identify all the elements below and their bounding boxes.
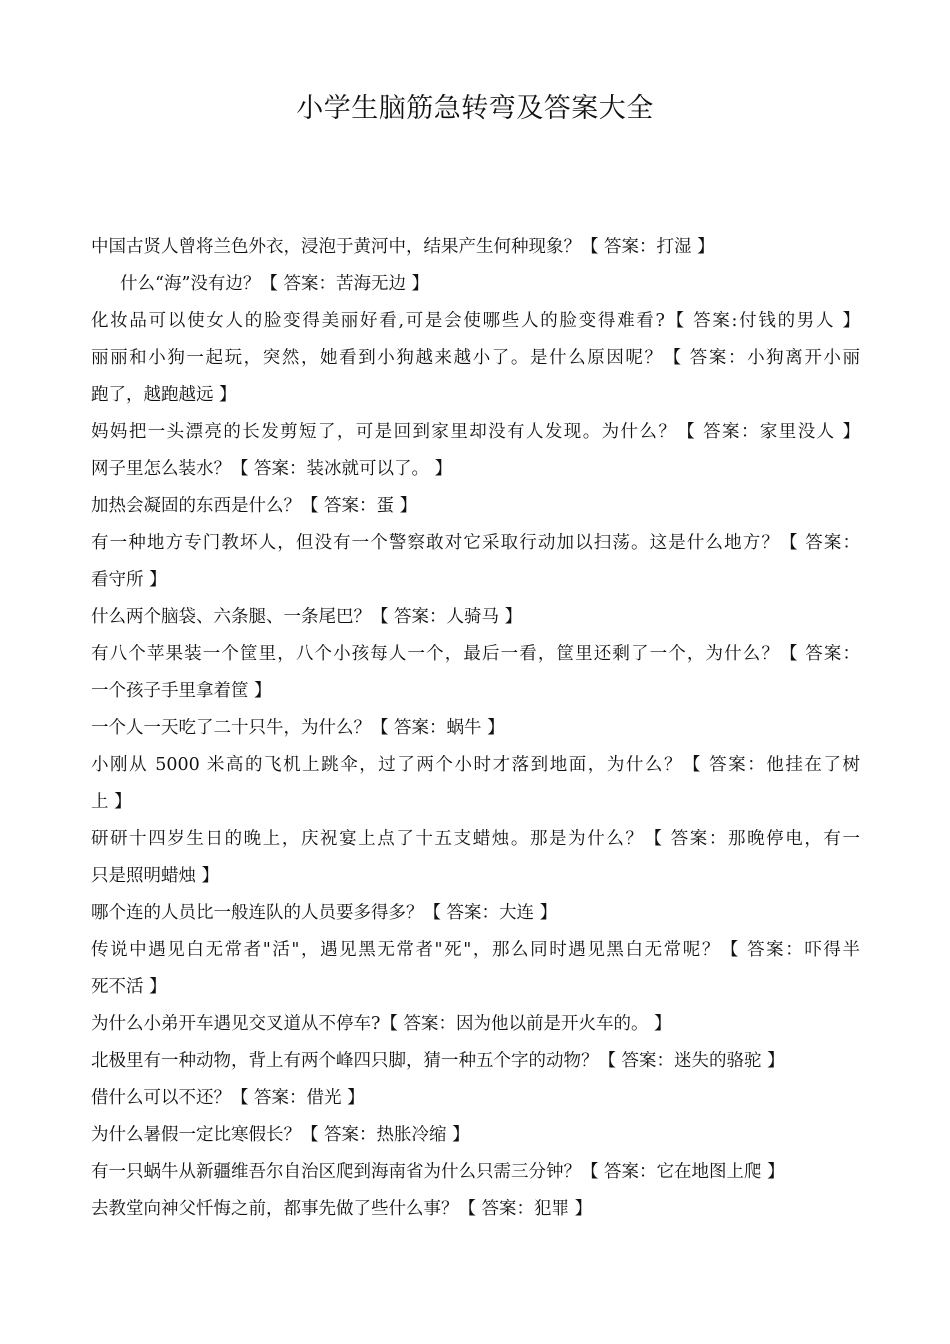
text-line: 中国古贤人曾将兰色外衣，浸泡于黄河中，结果产生何种现象？【 答案：打湿 】 (91, 237, 715, 257)
text-line: 借什么可以不还？【 答案：借光 】 (91, 1088, 365, 1108)
text-line: 有八个苹果装一个筐里，八个小孩每人一个，最后一看，筐里还剩了一个，为什么？【 答案： (91, 644, 860, 664)
text-line: 北极里有一种动物，背上有两个峰四只脚，猜一种五个字的动物？【 答案：迷失的骆驼 】 (91, 1051, 785, 1071)
text-line: 化妆品可以使女人的脸变得美丽好看,可是会使哪些人的脸变得难看?【 答案:付钱的男人 】 (91, 311, 860, 331)
text-line: 什么两个脑袋、六条腿、一条尾巴？【 答案：人骑马 】 (91, 607, 523, 627)
text-line: 有一只蜗牛从新疆维吾尔自治区爬到海南省为什么只需三分钟？【 答案：它在地图上爬 】 (91, 1162, 785, 1182)
text-line: 死不活 】 (91, 977, 167, 997)
text-line: 看守所 】 (91, 570, 167, 590)
text-line: 研研十四岁生日的晚上，庆祝宴上点了十五支蜡烛。那是为什么？【 答案：那晚停电，有一 (91, 829, 860, 849)
text-line: 有一种地方专门教坏人，但没有一个警察敢对它采取行动加以扫荡。这是什么地方？【 答案： (91, 533, 860, 553)
text-line: 网子里怎么装水？【 答案：装冰就可以了。 】 (91, 459, 453, 479)
text-line: 妈妈把一头漂亮的长发剪短了，可是回到家里却没有人发现。为什么？【 答案：家里没人 】 (91, 422, 860, 442)
text-line: 传说中遇见白无常者"活"，遇见黑无常者"死"，那么同时遇见黑白无常呢？【 答案：吓得半 (91, 940, 860, 960)
text-line: 去教堂向神父忏悔之前，都事先做了些什么事？【 答案：犯罪 】 (91, 1199, 593, 1219)
text-line: 一个人一天吃了二十只牛，为什么？【 答案：蜗牛 】 (91, 718, 505, 738)
text-line: 一个孩子手里拿着筐 】 (91, 681, 272, 701)
text-line: 跑了，越跑越远 】 (91, 385, 237, 405)
text-line: 丽丽和小狗一起玩，突然，她看到小狗越来越小了。是什么原因呢？【 答案：小狗离开小丽 (91, 348, 860, 368)
text-line: 什么“海”没有边？【 答案：苦海无边 】 (120, 274, 430, 294)
text-line: 哪个连的人员比一般连队的人员要多得多？【 答案：大连 】 (91, 903, 558, 923)
text-line: 上 】 (91, 792, 132, 812)
document-body (91, 229, 860, 1228)
text-line: 只是照明蜡烛 】 (91, 866, 220, 886)
text-line: 小刚从 5000 米高的飞机上跳伞，过了两个小时才落到地面，为什么？【 答案：他挂在了树 (91, 755, 860, 775)
document-title: 小学生脑筋急转弯及答案大全 (296, 93, 654, 124)
text-line: 为什么小弟开车遇见交叉道从不停车?【 答案：因为他以前是开火车的。 】 (91, 1014, 672, 1034)
text-line: 加热会凝固的东西是什么？【 答案：蛋 】 (91, 496, 418, 516)
text-line: 为什么暑假一定比寒假长？【 答案：热胀冷缩 】 (91, 1125, 470, 1145)
